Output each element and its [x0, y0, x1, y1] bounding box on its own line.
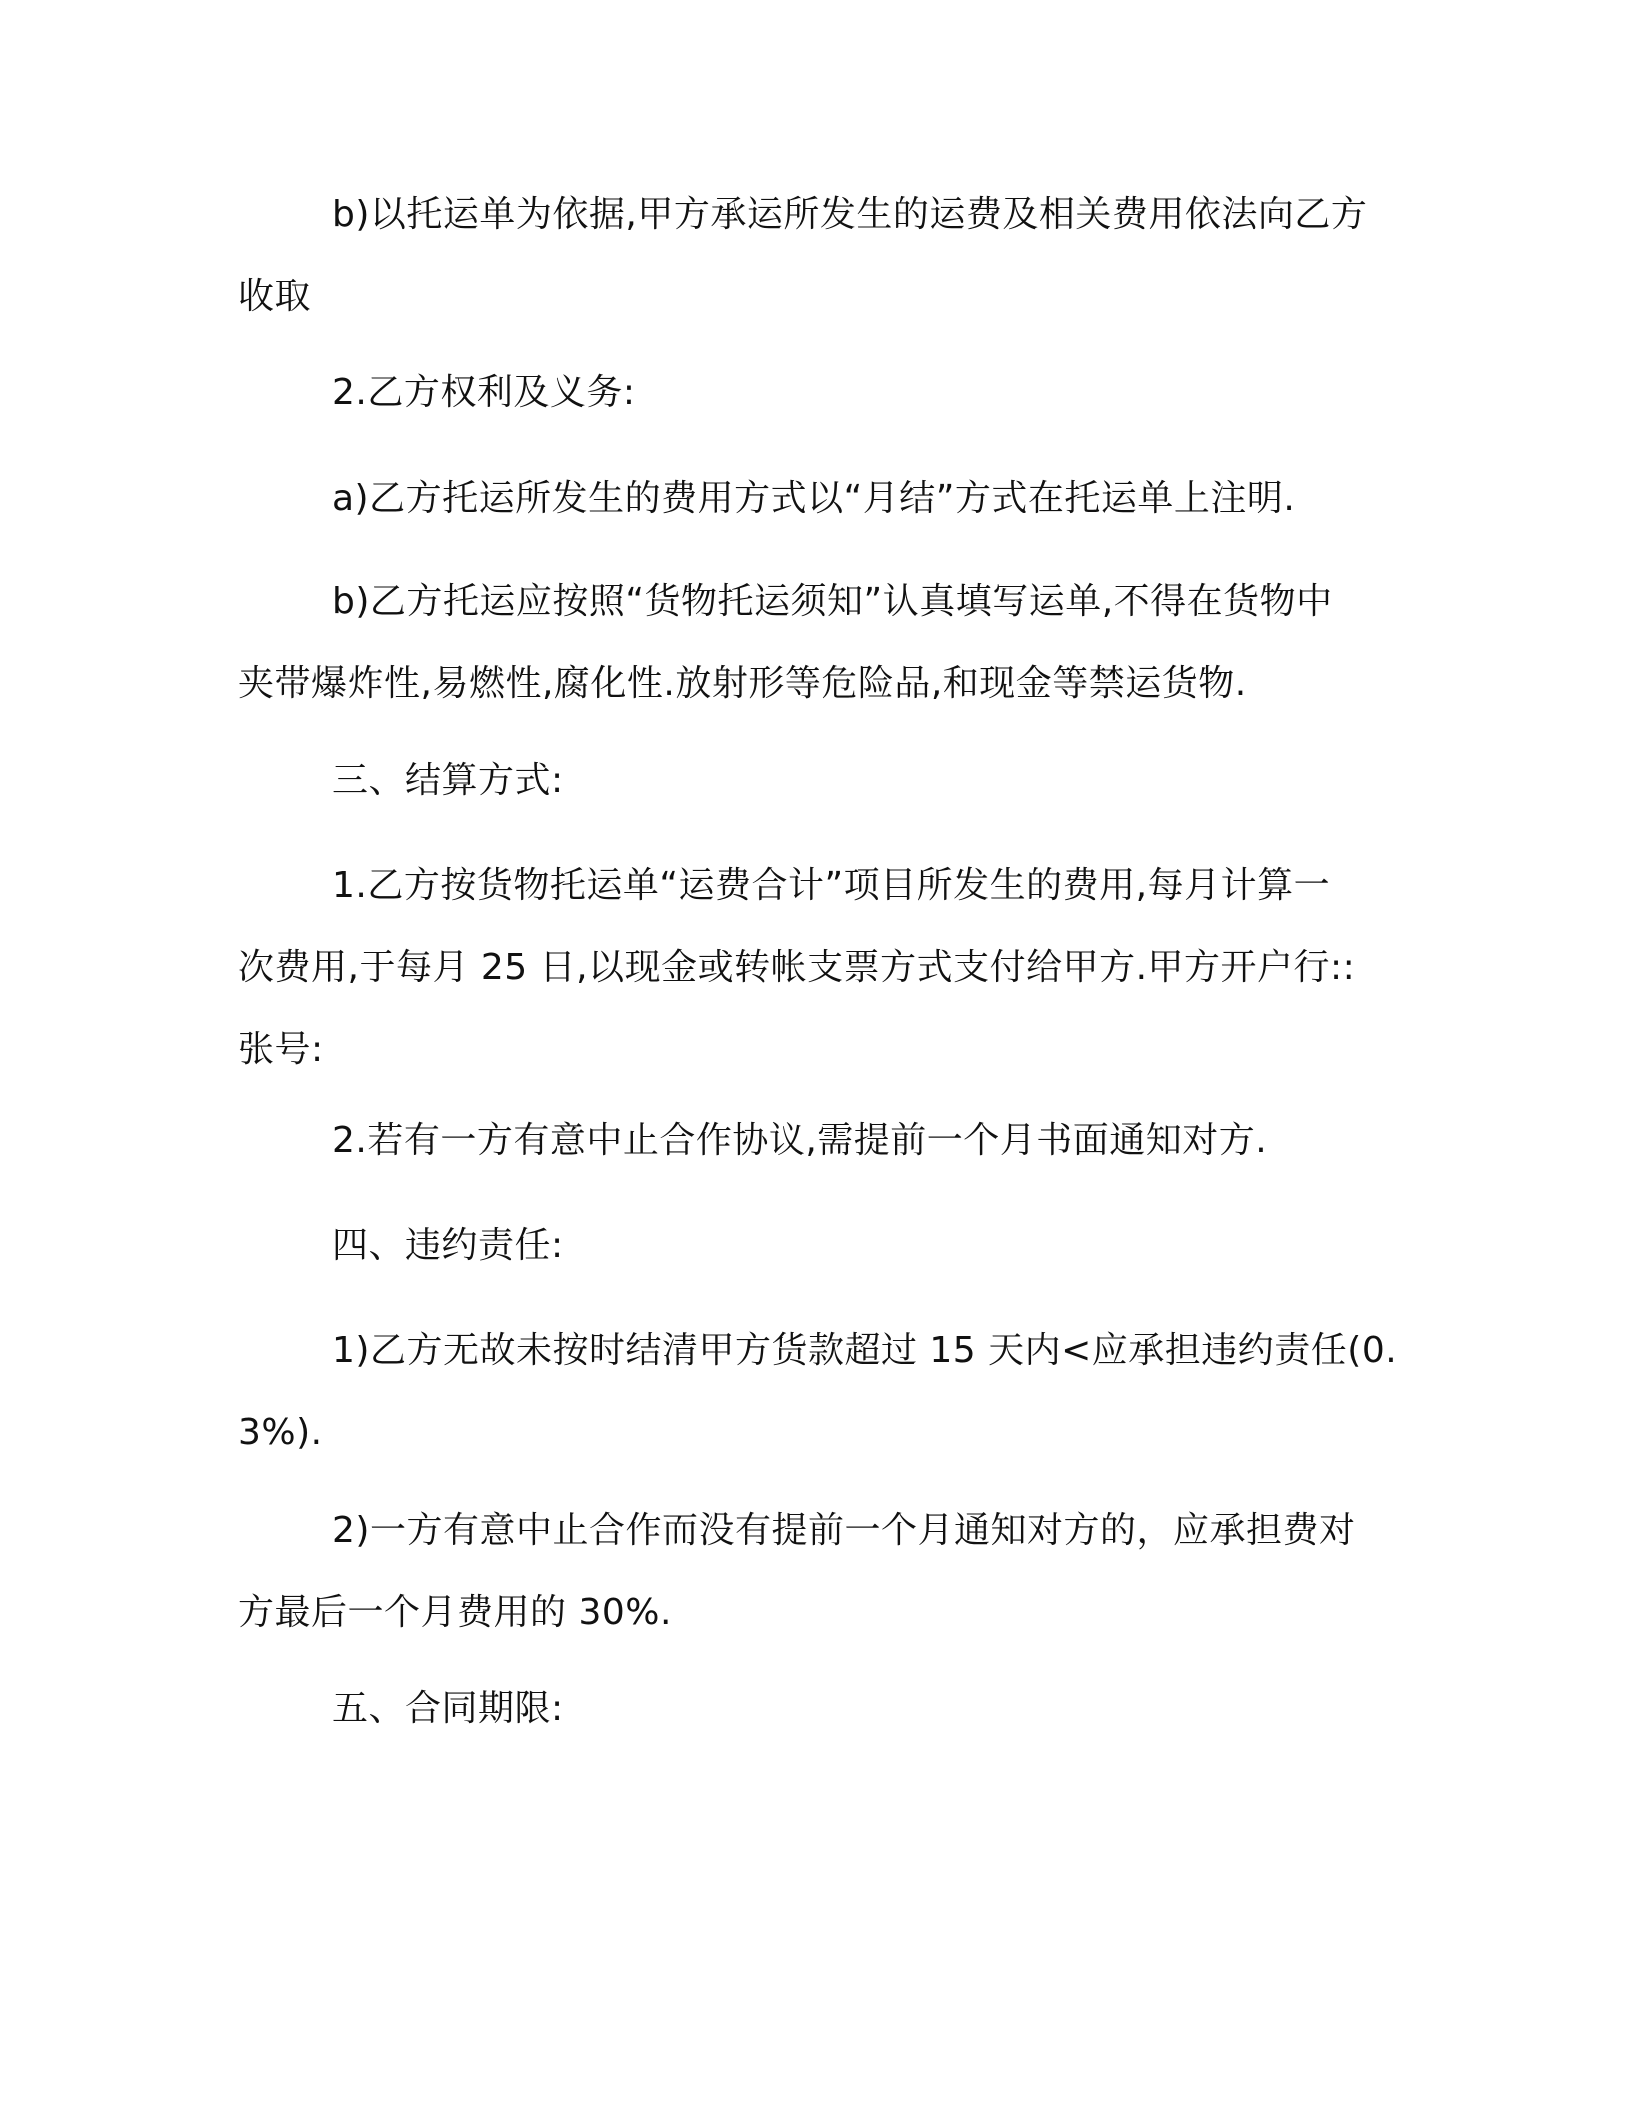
- paragraph-early-termination-penalty: [238, 1490, 1398, 1654]
- section-heading-settlement: [238, 740, 1398, 822]
- text-line: 3%).: [238, 1412, 323, 1453]
- paragraph-payment-terms: [238, 845, 1398, 1091]
- text-line: 2.若有一方有意中止合作协议,需提前一个月书面通知对方.: [332, 1120, 1268, 1161]
- text-line: 夹带爆炸性,易燃性,腐化性.放射形等危险品,和现金等禁运货物.: [238, 663, 1247, 704]
- text-line: 收取: [238, 276, 312, 317]
- text-line: 2.乙方权利及义务:: [332, 372, 636, 413]
- text-line: 张号:: [238, 1029, 324, 1070]
- section-heading-liability: [238, 1205, 1398, 1287]
- text-line: a)乙方托运所发生的费用方式以“月结”方式在托运单上注明.: [332, 478, 1296, 519]
- text-line: 1.乙方按货物托运单“运费合计”项目所发生的费用,每月计算一: [332, 865, 1331, 906]
- section-heading-party-b-rights: [238, 352, 1398, 434]
- section-heading-contract-term: [238, 1668, 1398, 1750]
- text-line: 次费用,于每月 25 日,以现金或转帐支票方式支付给甲方.甲方开户行::: [238, 947, 1356, 988]
- text-line: b)乙方托运应按照“货物托运须知”认真填写运单,不得在货物中: [332, 581, 1333, 622]
- text-line: b)以托运单为依据,甲方承运所发生的运费及相关费用依法向乙方: [332, 194, 1368, 235]
- text-line: 四、违约责任:: [332, 1225, 564, 1266]
- paragraph-late-payment: [238, 1310, 1398, 1474]
- text-line: 三、结算方式:: [332, 760, 564, 801]
- text-line: 五、合同期限:: [332, 1688, 564, 1729]
- paragraph-monthly-settlement: [238, 458, 1398, 540]
- paragraph-shipping-notice: [238, 561, 1398, 725]
- text-line: 方最后一个月费用的 30%.: [238, 1592, 672, 1633]
- paragraph-termination-notice: [238, 1100, 1398, 1182]
- text-line: 2)一方有意中止合作而没有提前一个月通知对方的，应承担费对: [332, 1510, 1356, 1551]
- paragraph-billing-basis: [238, 174, 1398, 338]
- text-line: 1)乙方无故未按时结清甲方货款超过 15 天内<应承担违约责任(0.: [332, 1330, 1398, 1371]
